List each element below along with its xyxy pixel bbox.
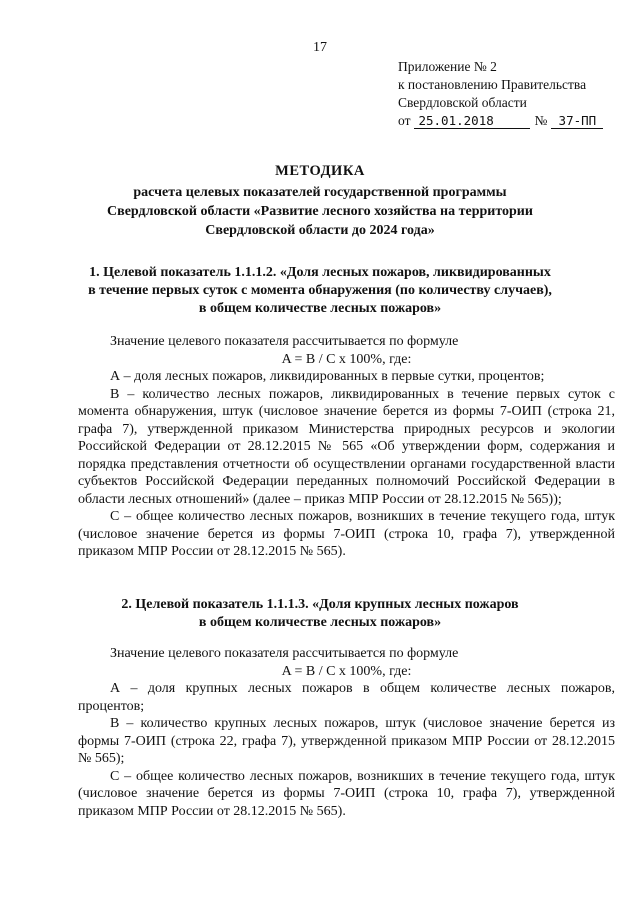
section-1-intro: Значение целевого показателя рассчитывается по формуле bbox=[110, 334, 459, 349]
section-1-definition-c: С – общее количество лесных пожаров, возникших в течение текущего года, штук (числовое значение берется из формы 7-ОИП (строка 10, графа 7), утвержденной приказом МПР России от 28.12.2015 № 565). bbox=[78, 509, 615, 559]
section-2-heading bbox=[70, 596, 570, 632]
section-2-heading-line-1: 2. Целевой показатель 1.1.1.3. «Доля крупных лесных пожаров bbox=[121, 597, 519, 612]
section-2-formula: A = B / C x 100%, где: bbox=[281, 663, 412, 679]
title-subtitle-3: Свердловской области до 2024 года» bbox=[205, 223, 435, 238]
document-title bbox=[60, 162, 580, 240]
appendix-line-1: Приложение № 2 bbox=[398, 59, 497, 74]
title-subtitle-1: расчета целевых показателей государственной программы bbox=[133, 185, 507, 200]
appendix-date-row bbox=[398, 112, 603, 130]
appendix-header bbox=[398, 58, 603, 130]
section-1-heading-line-2: в течение первых суток с момента обнаружения (по количеству случаев), bbox=[88, 283, 552, 298]
section-2-definition-b: В – количество крупных лесных пожаров, штук (числовое значение берется из формы 7-ОИП (строка 22, графа 7), утвержденной приказом МПР России от 28.12.2015 № 565); bbox=[78, 716, 615, 766]
title-main: МЕТОДИКА bbox=[275, 163, 365, 179]
number-prefix: № bbox=[534, 113, 548, 128]
section-2-definition-a: А – доля крупных лесных пожаров в общем количестве лесных пожаров, процентов; bbox=[78, 681, 615, 714]
section-1-heading bbox=[70, 264, 570, 318]
section-1-heading-line-1: 1. Целевой показатель 1.1.1.2. «Доля лесных пожаров, ликвидированных bbox=[89, 265, 551, 280]
section-2-body bbox=[78, 645, 615, 820]
section-1-body bbox=[78, 333, 615, 561]
section-1-heading-line-3: в общем количестве лесных пожаров» bbox=[198, 301, 442, 316]
section-2-definition-c: С – общее количество лесных пожаров, возникших в течение текущего года, штук (числовое значение берется из формы 7-ОИП (строка 10, графа 7), утвержденной приказом МПР России от 28.12.2015 № 565). bbox=[78, 768, 615, 819]
appendix-line-3: Свердловской области bbox=[398, 95, 527, 110]
section-1-definition-a: А – доля лесных пожаров, ликвидированных в первые сутки, процентов; bbox=[110, 369, 545, 384]
section-2-heading-line-2: в общем количестве лесных пожаров» bbox=[198, 615, 442, 630]
page-number: 17 bbox=[313, 40, 327, 55]
appendix-line-2: к постановлению Правительства bbox=[398, 77, 587, 92]
section-1-definition-b: В – количество лесных пожаров, ликвидированных в течение первых суток с момента обнаружения, штук (числовое значение берется из формы 7-ОИП (строка 21, графа 7), утвержденной приказом Министерства природных ресурсов и экологии Российской Федерации от 28.12.2015 № 565 «Об утверждении форм, содержания и порядка представления отчетности об осуществлении органами государственной власти субъектов Российской Федерации переданных полномочий Российской Федерации в области лесных отношений» (далее – приказ МПР России от 28.12.2015 № 565)); bbox=[78, 386, 615, 507]
section-2-intro: Значение целевого показателя рассчитывается по формуле bbox=[110, 646, 459, 661]
decree-date: 25.01.2018 bbox=[414, 113, 530, 129]
section-1-formula: A = B / C x 100%, где: bbox=[281, 351, 412, 367]
date-prefix: от bbox=[398, 113, 411, 128]
title-subtitle-2: Свердловской области «Развитие лесного хозяйства на территории bbox=[107, 204, 533, 219]
decree-number: 37-ПП bbox=[551, 113, 603, 129]
